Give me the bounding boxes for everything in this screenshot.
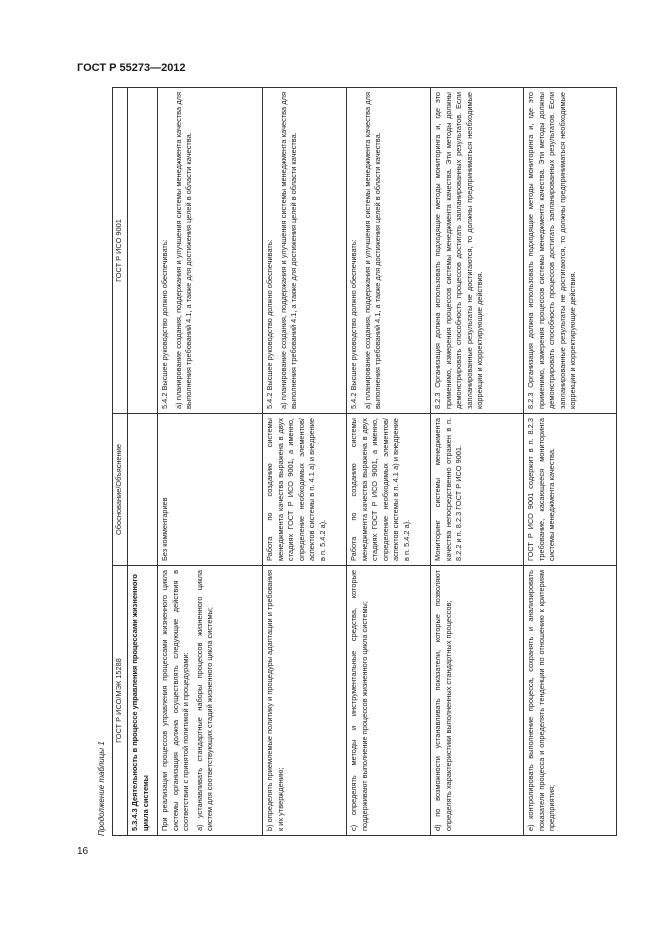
table-cell xyxy=(431,88,524,414)
cell-paragraph: e) контролировать выполнение процесса, сохранять и анализировать показатели процесса и определять тенденции по отношению к критериям предприятия; xyxy=(526,570,557,831)
table-cell xyxy=(347,566,431,836)
table-cell: Без комментариев xyxy=(158,414,263,566)
cell-paragraph: 8.2.3 Организация должна использовать подходящие методы мониторинга и, где это применимо, измерения процессов системы менеджмента качества. Эти методы должны демонстрировать способность процессов достигать запланированных результатов. Если запланированные результаты не достигаются, то должны предприниматься необходимые коррекции и корректирующие действия. xyxy=(433,92,485,409)
table-cell: Мониторинг системы менеджмента качества непосредственно отражен в п. 8.2.2 и п. 8.2.3 ГОСТ Р ИСО 9001. xyxy=(431,414,524,566)
table-cell xyxy=(128,88,158,414)
table-header-row xyxy=(113,88,128,836)
cell-paragraph: 8.2.3 Организация должна использовать подходящие методы мониторинга и, где это применимо, измерения процессов системы менеджмента качества. Эти методы должны демонстрировать способность процессов достигать запланированных результатов. Если запланированные результаты не достигаются, то должны предприниматься необходимые коррекции и корректирующие действия. xyxy=(526,92,578,409)
cell-paragraph: При реализации процессов управления процессами жизненного цикла системы организация должна осуществлять следующие действия в соответствии с принятой политикой и процедурами: xyxy=(160,570,191,831)
comparison-table xyxy=(112,87,617,836)
table-cell xyxy=(347,88,431,414)
cell-paragraph: 5.4.2 Высшее руководство должно обеспечивать: xyxy=(349,239,358,409)
cell-paragraph: b) определять приемлемые политику и процедуры адаптации и требования к их утверждению; xyxy=(265,570,285,831)
table-cell xyxy=(524,88,617,414)
table-row xyxy=(263,88,347,836)
table-cell xyxy=(431,566,524,836)
cell-paragraph: а) планирование создания, поддержания и улучшения системы менеджмента качества для выполнения требований 4.1, а также для достижения целей в области качества. xyxy=(278,92,299,409)
table-cell xyxy=(158,566,263,836)
table-row xyxy=(431,88,524,836)
cell-paragraph: а) планирование создания, поддержания и улучшения системы менеджмента качества для выполнения требований 4.1, а также для достижения целей в области качества. xyxy=(173,92,194,409)
table-continuation-label: Продолжение таблицы 1 xyxy=(97,741,106,836)
table-row xyxy=(524,88,617,836)
column-header-justification: Обоснование/Объяснение xyxy=(113,414,128,566)
table-cell xyxy=(158,88,263,414)
table-cell xyxy=(128,414,158,566)
table-cell: ГОСТ Р ИСО 9001 содержит в п. 8.2.3 требование, касающееся мониторинга системы менеджмента качества. xyxy=(524,414,617,566)
cell-paragraph: c) определять методы и инструментальные средства, которые поддерживают выполнение процессов жизненного цикла системы; xyxy=(349,570,369,831)
cell-paragraph: а) планирование создания, поддержания и улучшения системы менеджмента качества для выполнения требований 4.1, а также для достижения целей в области качества. xyxy=(362,92,383,409)
column-header-gost-15288: ГОСТ Р ИСО/МЭК 15288 xyxy=(113,566,128,836)
table-cell: Работа по созданию системы менеджмента качества выражена в двух стадиях ГОСТ Р ИСО 9001, а именно, определение необходимых элементов/аспектов системы в п. 4.1 а) и внедрение в п. 5.4.2 а). xyxy=(347,414,431,566)
rotated-table-page xyxy=(97,88,609,836)
table-row xyxy=(128,88,158,836)
table-cell xyxy=(263,566,347,836)
page-number: 16 xyxy=(77,846,89,857)
cell-paragraph: d) по возможности устанавливать показатели, которые позволяют определять характеристики выполненных стандартных процессов; xyxy=(433,570,453,831)
cell-paragraph: 5.4.2 Высшее руководство должно обеспечивать: xyxy=(265,239,274,409)
cell-paragraph: а) устанавливать стандартные наборы процессов жизненного цикла систем для соответствующих стадий жизненного цикла системы; xyxy=(194,570,215,831)
column-header-gost-9001: ГОСТ Р ИСО 9001 xyxy=(113,88,128,414)
table-cell xyxy=(524,566,617,836)
section-heading: 5.3.4.3 Деятельность в процессе управления процессами жизненного цикла системы xyxy=(130,574,150,831)
cell-paragraph: 5.4.2 Высшее руководство должно обеспечивать: xyxy=(160,239,169,409)
table-cell: Работа по созданию системы менеджмента качества выражена в двух стадиях ГОСТ Р ИСО 9001, а именно, определение необходимых элементов/аспектов системы в п. 4.1 а) и внедрение в п. 5.4.2 а). xyxy=(263,414,347,566)
document-header-title: ГОСТ Р 55273—2012 xyxy=(77,62,186,74)
table-row xyxy=(158,88,263,836)
table-row xyxy=(347,88,431,836)
table-cell xyxy=(128,566,158,836)
table-cell xyxy=(263,88,347,414)
